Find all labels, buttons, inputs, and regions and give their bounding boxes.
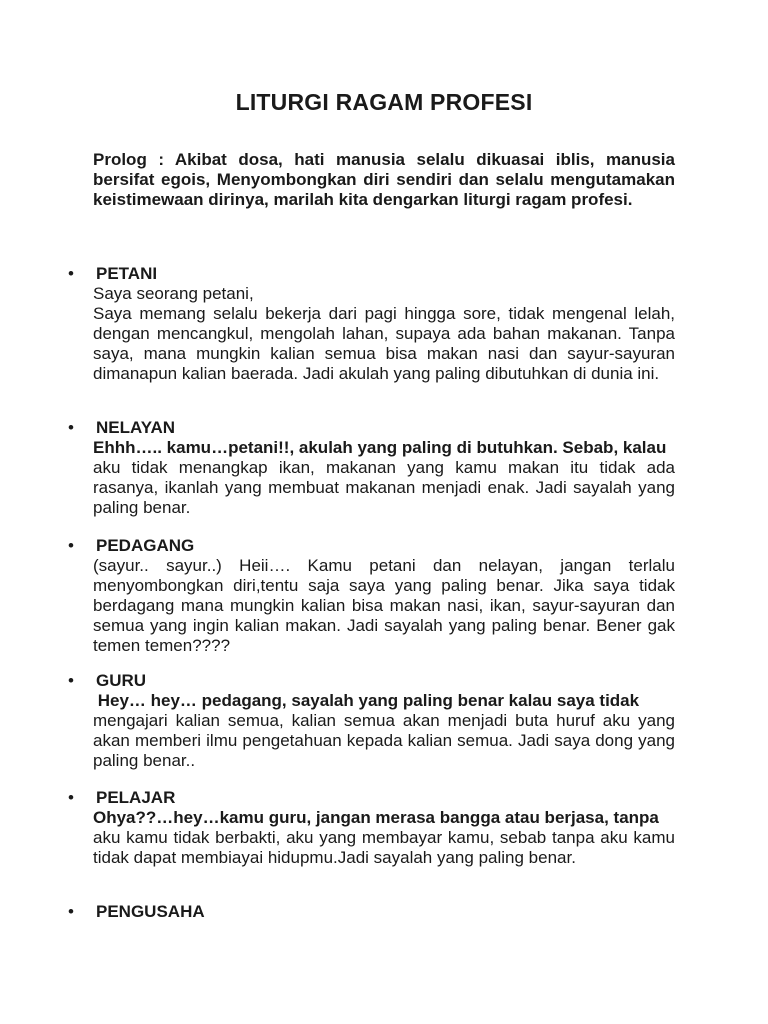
section-paragraph: aku kamu tidak berbakti, aku yang membayar kamu, sebab tanpa aku kamu tidak dapat membiayai hidupmu.Jadi sayalah yang paling benar.: [93, 828, 675, 867]
bullet-icon: •: [68, 264, 74, 283]
section-heading: PEDAGANG: [96, 536, 195, 555]
section-body: [93, 691, 675, 771]
section-lead-line: Hey… hey… pedagang, sayalah yang paling benar kalau saya tidak: [93, 691, 640, 710]
bullet-icon: •: [68, 418, 74, 437]
section-heading: PETANI: [96, 264, 158, 283]
section-paragraph: mengajari kalian semua, kalian semua akan menjadi buta huruf aku yang akan memberi ilmu pengetahuan kepada kalian semua. Jadi saya dong yang paling benar..: [93, 711, 675, 770]
section-body: [93, 438, 675, 518]
bullet-icon: •: [68, 788, 74, 807]
section-paragraph: Saya memang selalu bekerja dari pagi hingga sore, tidak mengenal lelah, dengan mencangkul, mengolah lahan, supaya ada bahan makanan. Tanpa saya, mana mungkin kalian semua bisa makan nasi dan sayur-sayuran dimanapun kalian baerada. Jadi akulah yang paling dibutuhkan di dunia ini.: [93, 304, 675, 383]
section-heading: GURU: [96, 671, 147, 690]
section-body: [93, 284, 675, 384]
section-paragraph: aku tidak menangkap ikan, makanan yang kamu makan itu tidak ada rasanya, ikanlah yang membuat makanan menjadi enak. Jadi sayalah yang paling benar.: [93, 458, 675, 517]
section-body: [93, 556, 675, 656]
section-heading: PENGUSAHA: [96, 902, 205, 921]
bullet-icon: •: [68, 536, 74, 555]
bullet-icon: •: [68, 671, 74, 690]
section-intro-line: Saya seorang petani,: [93, 284, 254, 303]
section-heading: PELAJAR: [96, 788, 176, 807]
section-lead-line: Ohya??…hey…kamu guru, jangan merasa bangga atau berjasa, tanpa: [93, 808, 659, 827]
bullet-icon: •: [68, 902, 74, 921]
section-paragraph: (sayur.. sayur..) Heii…. Kamu petani dan nelayan, jangan terlalu menyombongkan diri,tentu saja saya yang paling benar. Jika saya tidak berdagang mana mungkin kalian bisa makan nasi, ikan, sayur-sayuran dan semua yang ingin kalian makan. Jadi sayalah yang paling benar. Bener gak temen temen????: [93, 556, 675, 655]
section-lead-line: Ehhh….. kamu…petani!!, akulah yang paling di butuhkan. Sebab, kalau: [93, 438, 667, 457]
section-body: [93, 808, 675, 868]
page-title: LITURGI RAGAM PROFESI: [235, 89, 533, 115]
prolog-paragraph: Prolog : Akibat dosa, hati manusia selalu dikuasai iblis, manusia bersifat egois, Menyombongkan diri sendiri dan selalu mengutamakan keistimewaan dirinya, marilah kita dengarkan liturgi ragam profesi.: [93, 150, 675, 209]
section-heading: NELAYAN: [96, 418, 176, 437]
